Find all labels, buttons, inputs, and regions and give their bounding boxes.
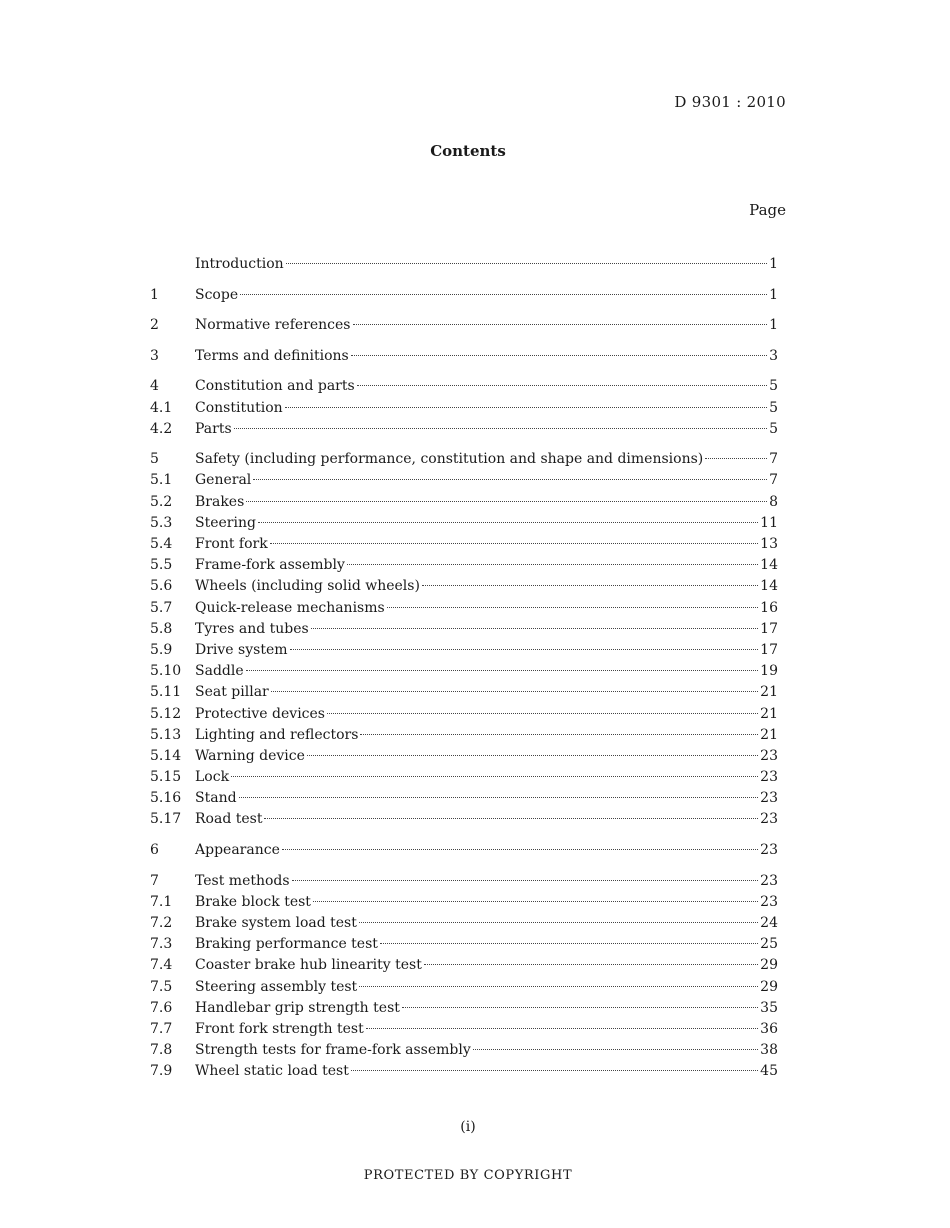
toc-entry[interactable] (150, 449, 778, 470)
toc-entry[interactable] (150, 977, 778, 998)
toc-entry-page: 21 (760, 684, 778, 701)
toc-entry[interactable] (150, 661, 778, 682)
toc-entry-number: 5.4 (150, 536, 173, 553)
toc-entry-number: 1 (150, 286, 159, 303)
dot-leader (239, 797, 759, 798)
toc-entry-number: 5.1 (150, 472, 173, 489)
page-column-header: Page (749, 201, 786, 219)
toc-entry-number: 4 (150, 378, 159, 395)
toc-entry-number: 5.16 (150, 790, 182, 807)
dot-leader (271, 691, 758, 692)
toc-entry-number: 5 (150, 451, 159, 468)
toc-entry-number: 7 (150, 872, 159, 889)
page-title: Contents (430, 142, 506, 160)
toc-entry-number: 5.15 (150, 769, 182, 786)
toc-entry[interactable] (150, 892, 778, 913)
toc-entry-page: 19 (760, 663, 778, 680)
toc-entry-label: Lighting and reflectors (195, 726, 359, 743)
toc-entry[interactable] (150, 513, 778, 534)
toc-entry-page: 7 (769, 472, 778, 489)
toc-entry[interactable] (150, 788, 778, 809)
toc-entry-number: 7.7 (150, 1020, 173, 1037)
dot-leader (290, 649, 759, 650)
toc-entry-label: Seat pillar (195, 684, 269, 701)
dot-leader (307, 755, 758, 756)
toc-entry-page: 5 (769, 378, 778, 395)
toc-entry[interactable] (150, 640, 778, 661)
toc-entry-page: 11 (760, 514, 778, 531)
dot-leader (387, 607, 758, 608)
dot-leader (231, 776, 758, 777)
toc-entry-page: 17 (760, 641, 778, 658)
toc-entry-label: Frame-fork assembly (195, 557, 345, 574)
toc-entry-page: 16 (760, 599, 778, 616)
toc-entry[interactable] (150, 598, 778, 619)
toc-entry-page: 23 (760, 769, 778, 786)
dot-leader (359, 986, 758, 987)
toc-entry-label: Brake system load test (195, 914, 357, 931)
dot-leader (253, 479, 767, 480)
toc-entry-page: 24 (760, 914, 778, 931)
toc-entry-number: 4.1 (150, 399, 173, 416)
toc-entry-page: 23 (760, 842, 778, 859)
toc-entry-number: 5.2 (150, 493, 173, 510)
table-of-contents (150, 254, 778, 1082)
dot-leader (473, 1049, 758, 1050)
toc-entry-page: 1 (769, 256, 778, 272)
toc-entry[interactable] (150, 767, 778, 788)
toc-entry-page: 13 (760, 536, 778, 553)
document-id: D 9301 : 2010 (674, 93, 786, 111)
dot-leader (285, 407, 767, 408)
dot-leader (246, 670, 759, 671)
toc-entry[interactable] (150, 419, 778, 440)
toc-entry-label: Coaster brake hub linearity test (195, 957, 422, 974)
dot-leader (402, 1007, 758, 1008)
dot-leader (359, 922, 758, 923)
toc-entry-page: 21 (760, 705, 778, 722)
toc-entry-label: Tyres and tubes (195, 620, 309, 637)
toc-entry-page: 23 (760, 747, 778, 764)
toc-entry-label: Quick-release mechanisms (195, 599, 385, 616)
toc-entry-label: Constitution (195, 399, 283, 416)
toc-entry-number: 5.8 (150, 620, 173, 637)
dot-leader (313, 901, 758, 902)
toc-entry[interactable] (150, 492, 778, 513)
dot-leader (234, 428, 767, 429)
toc-entry[interactable] (150, 1061, 778, 1082)
dot-leader (424, 964, 758, 965)
dot-leader (327, 713, 758, 714)
dot-leader (258, 522, 758, 523)
toc-entry-number: 5.14 (150, 747, 182, 764)
toc-entry-number: 5.6 (150, 578, 173, 595)
toc-entry-number: 7.3 (150, 936, 173, 953)
toc-entry-number: 6 (150, 842, 159, 859)
toc-entry-label: Test methods (195, 872, 290, 889)
dot-leader (366, 1028, 758, 1029)
toc-entry-page: 29 (760, 978, 778, 995)
toc-entry-page: 21 (760, 726, 778, 743)
dot-leader (705, 458, 767, 459)
toc-entry-label: Terms and definitions (195, 347, 349, 364)
toc-entry-number: 4.2 (150, 420, 173, 437)
toc-entry-page: 45 (760, 1063, 778, 1080)
toc-entry-number: 7.9 (150, 1063, 173, 1080)
toc-entry-label: Lock (195, 769, 230, 786)
toc-entry[interactable] (150, 470, 778, 491)
toc-entry-label: Protective devices (195, 705, 325, 722)
dot-leader (282, 849, 758, 850)
toc-entry-page: 14 (760, 578, 778, 595)
toc-entry-number: 5.11 (150, 684, 182, 701)
toc-entry[interactable] (150, 576, 778, 597)
toc-entry-label: Warning device (195, 747, 305, 764)
toc-entry-number: 3 (150, 347, 159, 364)
toc-entry-number: 7.8 (150, 1042, 173, 1059)
toc-entry-page: 23 (760, 811, 778, 828)
toc-entry[interactable] (150, 704, 778, 725)
toc-entry[interactable] (150, 746, 778, 767)
toc-entry[interactable] (150, 285, 778, 306)
toc-entry-label: Braking performance test (195, 936, 378, 953)
toc-entry[interactable] (150, 913, 778, 934)
toc-entry[interactable] (150, 871, 778, 892)
toc-entry-page: 5 (769, 420, 778, 437)
dot-leader (311, 628, 758, 629)
toc-entry-label: Road test (195, 811, 263, 828)
toc-entry[interactable] (150, 955, 778, 976)
toc-entry-number: 5.12 (150, 705, 182, 722)
toc-entry-page: 1 (769, 317, 778, 334)
toc-entry-label: Wheels (including solid wheels) (195, 578, 420, 595)
toc-entry-number: 7.6 (150, 999, 173, 1016)
dot-leader (360, 734, 758, 735)
toc-entry[interactable] (150, 682, 778, 703)
toc-entry-label: Brake block test (195, 893, 311, 910)
dot-leader (347, 564, 758, 565)
dot-leader (357, 385, 767, 386)
toc-entry-number: 5.3 (150, 514, 173, 531)
toc-entry-label: Constitution and parts (195, 378, 355, 395)
toc-entry-label: Front fork strength test (195, 1020, 364, 1037)
toc-entry[interactable] (150, 619, 778, 640)
toc-entry-number: 7.1 (150, 893, 173, 910)
toc-entry-number: 5.9 (150, 641, 173, 658)
toc-entry-page: 38 (760, 1042, 778, 1059)
toc-entry-page: 14 (760, 557, 778, 574)
toc-entry-label: Steering (195, 514, 256, 531)
toc-entry-label: Appearance (195, 842, 280, 859)
toc-entry-label: Drive system (195, 641, 288, 658)
toc-entry-page: 29 (760, 957, 778, 974)
dot-leader (240, 294, 767, 295)
toc-entry-page: 23 (760, 790, 778, 807)
dot-leader (264, 818, 758, 819)
dot-leader (286, 263, 767, 264)
toc-entry-label: Safety (including performance, constitution and shape and dimensions) (195, 451, 704, 468)
toc-entry-label: Steering assembly test (195, 978, 358, 995)
toc-entry-page: 25 (760, 936, 778, 953)
toc-entry-label: Brakes (195, 493, 245, 510)
toc-entry-label: Wheel static load test (195, 1063, 349, 1080)
toc-entry-label: General (195, 472, 252, 489)
toc-entry-number: 5.10 (150, 663, 182, 680)
toc-entry-page: 3 (769, 347, 778, 364)
dot-leader (380, 943, 758, 944)
dot-leader (422, 585, 758, 586)
toc-entry[interactable] (150, 998, 778, 1019)
toc-entry-page: 36 (760, 1020, 778, 1037)
dot-leader (270, 543, 758, 544)
toc-entry-label: Front fork (195, 536, 268, 553)
toc-entry[interactable] (150, 376, 778, 397)
toc-entry-label: Strength tests for frame-fork assembly (195, 1042, 471, 1059)
toc-entry-number: 7.2 (150, 914, 173, 931)
toc-entry-number: 5.7 (150, 599, 173, 616)
toc-entry-page: 17 (760, 620, 778, 637)
toc-entry[interactable] (150, 1019, 778, 1040)
toc-entry-label: Stand (195, 790, 237, 807)
dot-leader (353, 324, 768, 325)
copyright-notice: PROTECTED BY COPYRIGHT (363, 1168, 573, 1183)
toc-entry[interactable] (150, 534, 778, 555)
toc-entry-number: 5.17 (150, 811, 182, 828)
toc-entry-page: 5 (769, 399, 778, 416)
toc-entry-number: 7.4 (150, 957, 173, 974)
toc-entry-page: 1 (769, 286, 778, 303)
toc-entry-page: 23 (760, 893, 778, 910)
dot-leader (351, 355, 767, 356)
toc-entry-number: 2 (150, 317, 159, 334)
toc-entry[interactable] (150, 315, 778, 336)
toc-entry-number: 7.5 (150, 978, 173, 995)
toc-entry[interactable] (150, 398, 778, 419)
toc-entry-page: 8 (769, 493, 778, 510)
toc-entry-page: 23 (760, 872, 778, 889)
toc-entry[interactable] (150, 346, 778, 367)
toc-entry[interactable] (150, 809, 778, 830)
toc-entry-label: Scope (195, 286, 239, 303)
dot-leader (292, 880, 759, 881)
toc-entry[interactable] (150, 934, 778, 955)
toc-entry[interactable] (150, 840, 778, 861)
page-folio: (i) (460, 1119, 476, 1135)
toc-entry-label: Parts (195, 420, 232, 437)
toc-entry-number: 5.5 (150, 557, 173, 574)
toc-entry-number: 5.13 (150, 726, 182, 743)
toc-entry-label: Introduction (195, 256, 284, 272)
dot-leader (351, 1070, 758, 1071)
dot-leader (246, 501, 767, 502)
toc-entry[interactable] (150, 725, 778, 746)
toc-entry[interactable] (150, 254, 778, 275)
toc-entry-label: Saddle (195, 663, 244, 680)
toc-entry[interactable] (150, 555, 778, 576)
toc-entry-label: Normative references (195, 317, 351, 334)
toc-entry-page: 35 (760, 999, 778, 1016)
toc-entry[interactable] (150, 1040, 778, 1061)
toc-entry-label: Handlebar grip strength test (195, 999, 400, 1016)
toc-entry-page: 7 (769, 451, 778, 468)
